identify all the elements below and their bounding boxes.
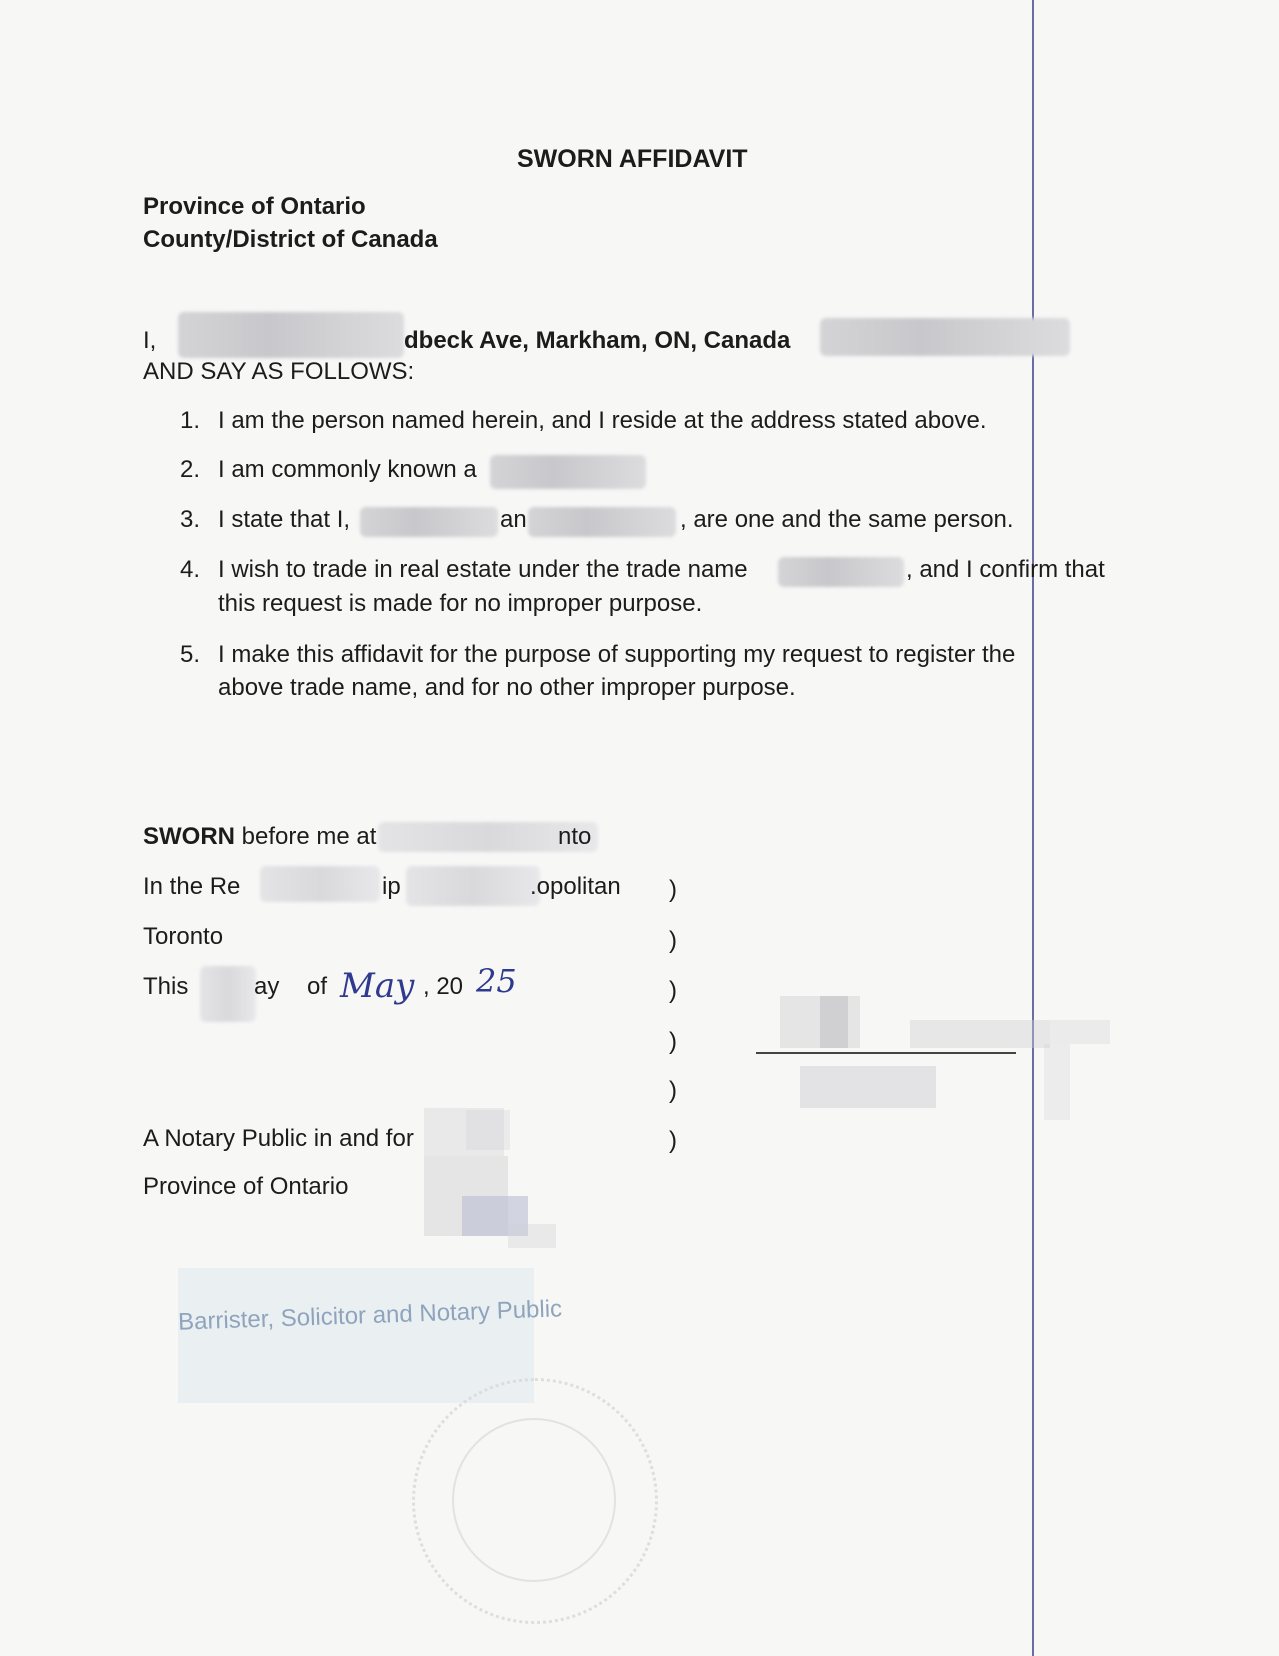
region-c: .opolitan bbox=[530, 873, 621, 900]
redacted-name bbox=[178, 312, 404, 358]
redacted-name-2 bbox=[528, 507, 676, 537]
sworn-end: nto bbox=[558, 823, 592, 850]
document-title: SWORN AFFIDAVIT bbox=[517, 145, 748, 173]
scan-fold-line bbox=[1032, 0, 1034, 1656]
date-of: of bbox=[307, 973, 328, 1000]
city: Toronto bbox=[143, 923, 224, 950]
redacted-name-1 bbox=[360, 507, 498, 537]
region-b: ip bbox=[382, 873, 401, 900]
notary-line1: A Notary Public in and for bbox=[143, 1125, 414, 1152]
redacted-region-1 bbox=[260, 866, 380, 902]
date-this: This bbox=[143, 973, 189, 1000]
item-3-text-c: , are one and the same person. bbox=[680, 506, 1014, 533]
item-5-text-line2: above trade name, and for no other improper purpose. bbox=[218, 674, 796, 701]
redacted-stamp-name bbox=[178, 1268, 534, 1403]
redacted-region-2 bbox=[406, 866, 540, 906]
region-a: In the Re bbox=[143, 873, 241, 900]
say-as-follows: AND SAY AS FOLLOWS: bbox=[143, 358, 415, 385]
handwritten-month: May bbox=[340, 966, 415, 1006]
intro-prefix: I, bbox=[143, 327, 157, 354]
item-4-text-b: , and I confirm that bbox=[906, 556, 1105, 583]
header-province: Province of Ontario bbox=[143, 193, 366, 220]
jurat-sworn-line bbox=[143, 822, 376, 852]
header-county: County/District of Canada bbox=[143, 226, 438, 253]
item-number: 5. bbox=[180, 641, 201, 668]
item-number: 3. bbox=[180, 506, 201, 533]
item-4-text-line2: this request is made for no improper purpose. bbox=[218, 590, 703, 617]
handwritten-year: 25 bbox=[476, 962, 517, 1000]
item-4-text-a: I wish to trade in real estate under the trade name bbox=[218, 556, 748, 583]
item-3-text-a: I state that I, bbox=[218, 506, 351, 533]
bracket: ) bbox=[669, 927, 677, 954]
item-1-text: I am the person named herein, and I reside at the address stated above. bbox=[218, 407, 987, 434]
redacted-known-as bbox=[490, 455, 646, 489]
bracket: ) bbox=[669, 1028, 677, 1055]
bracket: ) bbox=[669, 876, 677, 903]
item-number: 1. bbox=[180, 407, 201, 434]
notary-stamp-title: Barrister, Solicitor and Notary Public bbox=[177, 1295, 563, 1336]
item-5-text-line1: I make this affidavit for the purpose of supporting my request to register the bbox=[218, 641, 1016, 668]
item-number: 2. bbox=[180, 456, 201, 483]
notary-line2: Province of Ontario bbox=[143, 1173, 349, 1200]
bracket: ) bbox=[669, 1127, 677, 1154]
bracket: ) bbox=[669, 977, 677, 1004]
date-year-prefix: , 20 bbox=[423, 973, 464, 1000]
intro-address: dbeck Ave, Markham, ON, Canada bbox=[404, 327, 791, 354]
item-2-text: I am commonly known a bbox=[218, 456, 477, 483]
embossed-seal-inner-ring bbox=[452, 1418, 616, 1582]
sworn-rest: before me at bbox=[241, 823, 377, 850]
item-3-text-b: an bbox=[500, 506, 527, 533]
redacted-trade-name bbox=[778, 557, 904, 587]
bracket: ) bbox=[669, 1077, 677, 1104]
redacted-day bbox=[200, 966, 256, 1022]
redacted-address-end bbox=[820, 318, 1070, 356]
date-day: ay bbox=[254, 973, 280, 1000]
item-number: 4. bbox=[180, 556, 201, 583]
sworn-word: SWORN bbox=[143, 823, 235, 850]
